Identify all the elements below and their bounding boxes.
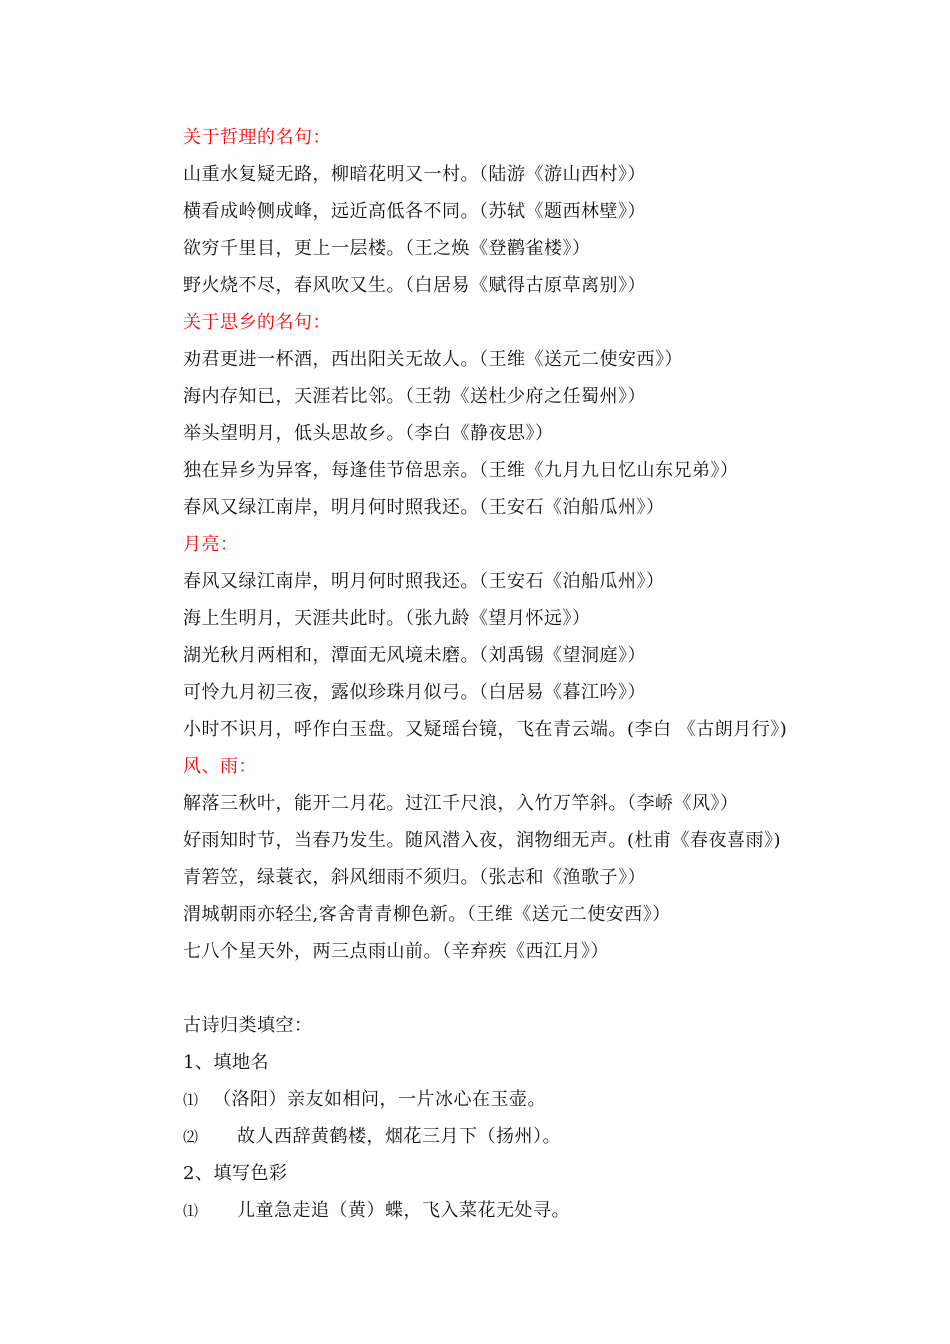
poem-line: 举头望明月，低头思故乡。（李白《静夜思》） (183, 423, 554, 444)
poem-line: 横看成岭侧成峰，远近高低各不同。（苏轼《题西林壁》） (183, 201, 646, 222)
section-heading-moon: 月亮： (183, 534, 239, 555)
exercise-item (183, 1081, 903, 1118)
poem-line: 小时不识月，呼作白玉盘。又疑瑶台镜，飞在青云端。(李白 《古朗月行》) (183, 719, 788, 740)
poem-line: 好雨知时节，当春乃发生。随风潜入夜，润物细无声。(杜甫《春夜喜雨》) (183, 830, 782, 851)
item-number: ⑴ (183, 1091, 199, 1109)
exercise-item (183, 1192, 903, 1229)
poem-line: 解落三秋叶，能开二月花。过江千尺浪，入竹万竿斜。（李峤《风》） (183, 793, 739, 814)
item-text: 儿童急走追（黄）蝶，飞入菜花无处寻。 (237, 1200, 570, 1221)
section-heading-wind-rain: 风、雨： (183, 756, 257, 777)
section-heading-homesick: 关于思乡的名句： (183, 312, 331, 333)
poem-line: 青箬笠，绿蓑衣，斜风细雨不须归。（张志和《渔歌子》） (183, 867, 646, 888)
poem-line: 野火烧不尽，春风吹又生。（白居易《赋得古原草离别》） (183, 275, 646, 296)
poem-line: 海内存知已，天涯若比邻。（王勃《送杜少府之任蜀州》） (183, 386, 646, 407)
poem-line: 海上生明月，天涯共此时。（张九龄《望月怀远》） (183, 608, 591, 629)
poem-line: 独在异乡为异客，每逢佳节倍思亲。（王维《九月九日忆山东兄弟》） (183, 460, 739, 481)
poem-line: 可怜九月初三夜，露似珍珠月似弓。（白居易《暮江吟》） (183, 682, 646, 703)
poem-line: 七八个星天外，两三点雨山前。（辛弃疾《西江月》） (183, 941, 609, 962)
poem-line: 劝君更进一杯酒，西出阳关无故人。（王维《送元二使安西》） (183, 349, 683, 370)
exercise-part-label: 2、填写色彩 (183, 1163, 288, 1184)
poem-line: 春风又绿江南岸，明月何时照我还。（王安石《泊船瓜州》） (183, 497, 665, 518)
exercise-part-label: 1、填地名 (183, 1052, 269, 1073)
item-text: （洛阳）亲友如相问，一片冰心在玉壶。 (213, 1089, 546, 1110)
section-heading-philosophy: 关于哲理的名句： (183, 127, 331, 148)
poem-line: 湖光秋月两相和，潭面无风境未磨。（刘禹锡《望洞庭》） (183, 645, 646, 666)
item-text: 故人西辞黄鹤楼，烟花三月下（扬州）。 (237, 1126, 561, 1147)
item-number: ⑵ (183, 1128, 199, 1146)
exercise-title: 古诗归类填空： (183, 1015, 313, 1036)
poem-line: 欲穷千里目，更上一层楼。（王之焕《登鹳雀楼》） (183, 238, 591, 259)
exercise-item (183, 1118, 903, 1155)
item-number: ⑴ (183, 1202, 199, 1220)
poem-line: 山重水复疑无路，柳暗花明又一村。（陆游《游山西村》） (183, 164, 646, 185)
document-content (183, 119, 903, 1229)
blank-line (183, 970, 903, 1007)
poem-line: 渭城朝雨亦轻尘,客舍青青柳色新。（王维《送元二使安西》） (183, 904, 671, 925)
poem-line: 春风又绿江南岸，明月何时照我还。（王安石《泊船瓜州》） (183, 571, 665, 592)
